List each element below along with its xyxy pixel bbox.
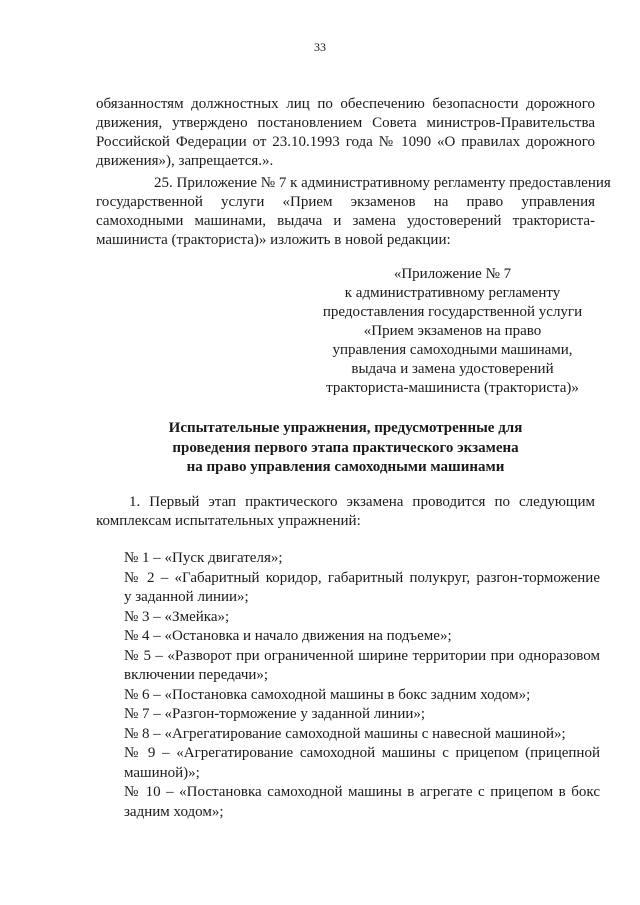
heading-line: проведения первого этапа практического экзамена [172, 439, 519, 456]
paragraph-1 [96, 493, 595, 531]
list-item [124, 569, 600, 608]
page-number: 33 [314, 40, 326, 54]
list-item-line: № 6 – «Постановка самоходной машины в бокс задним ходом»; [124, 686, 531, 703]
list-item-line: № 3 – «Змейка»; [124, 608, 230, 625]
list-item [124, 725, 600, 745]
list-item [124, 686, 600, 706]
text-line: Российской Федерации от 23.10.1993 года № 1090 «О правилах дорожного [96, 134, 595, 150]
list-item [124, 744, 600, 783]
heading-line: на право управления самоходными машинами [186, 459, 505, 475]
text-line: обязанностям должностных лиц по обеспечению безопасности дорожного [96, 96, 595, 112]
section-heading [96, 419, 595, 478]
appendix-line: «Прием экзаменов на право [363, 323, 542, 339]
list-item [124, 608, 600, 628]
list-item-line: машиной)»; [124, 764, 200, 781]
list-item [124, 783, 600, 822]
list-item-line: № 4 – «Остановка и начало движения на подъеме»; [124, 628, 452, 644]
list-item-line: задним ходом»; [124, 803, 224, 820]
list-item [124, 647, 600, 686]
appendix-line: к административному регламенту [344, 285, 561, 301]
appendix-line: тракториста-машиниста (тракториста)» [326, 380, 579, 396]
text-line: комплексам испытательных упражнений: [96, 513, 361, 529]
list-item-line: № 8 – «Агрегатирование самоходной машины с навесной машиной»; [124, 725, 566, 742]
paragraph-continuation [96, 95, 595, 171]
list-item-line: № 7 – «Разгон-торможение у заданной линии»; [124, 706, 426, 722]
list-item-line: № 1 – «Пуск двигателя»; [124, 550, 283, 566]
list-item-line: № 2 – «Габаритный коридор, габаритный полукруг, разгон-торможение [124, 569, 600, 586]
appendix-line: выдача и замена удостоверений [351, 361, 554, 377]
heading-line: Испытательные упражнения, предусмотренные для [168, 420, 523, 436]
appendix-line: предоставления государственной услуги [322, 304, 583, 320]
text-line: 1. Первый этап практического экзамена проводится по следующим [129, 494, 595, 510]
list-item-line: № 10 – «Постановка самоходной машины в агрегате с прицепом в бокс [124, 784, 600, 800]
text-line: самоходными машинами, выдача и замена удостоверений тракториста- [96, 213, 595, 229]
list-item-line: № 9 – «Агрегатирование самоходной машины с прицепом (прицепной [124, 745, 600, 761]
list-item [124, 705, 600, 725]
text-line: машиниста (тракториста)» изложить в новой редакции: [96, 232, 451, 248]
text-line: государственной услуги «Прием экзаменов на право управления [96, 194, 595, 210]
text-line: движения, утверждено постановлением Совета министров-Правительства [96, 115, 595, 131]
list-item-line: № 5 – «Разворот при ограниченной ширине территории при одноразовом [124, 647, 600, 664]
paragraph-25 [96, 174, 611, 250]
text-line: движения»), запрещается.». [96, 153, 274, 169]
list-item [124, 627, 600, 647]
list-item-line: у заданной линии»; [124, 589, 249, 605]
appendix-line: «Приложение № 7 [393, 266, 512, 282]
exercise-list [124, 549, 600, 822]
text-line: 25. Приложение № 7 к административному регламенту предоставления [154, 175, 611, 191]
list-item-line: включении передачи»; [124, 667, 269, 683]
appendix-line: управления самоходными машинами, [332, 342, 573, 358]
appendix-header [300, 265, 605, 398]
list-item [124, 549, 600, 569]
